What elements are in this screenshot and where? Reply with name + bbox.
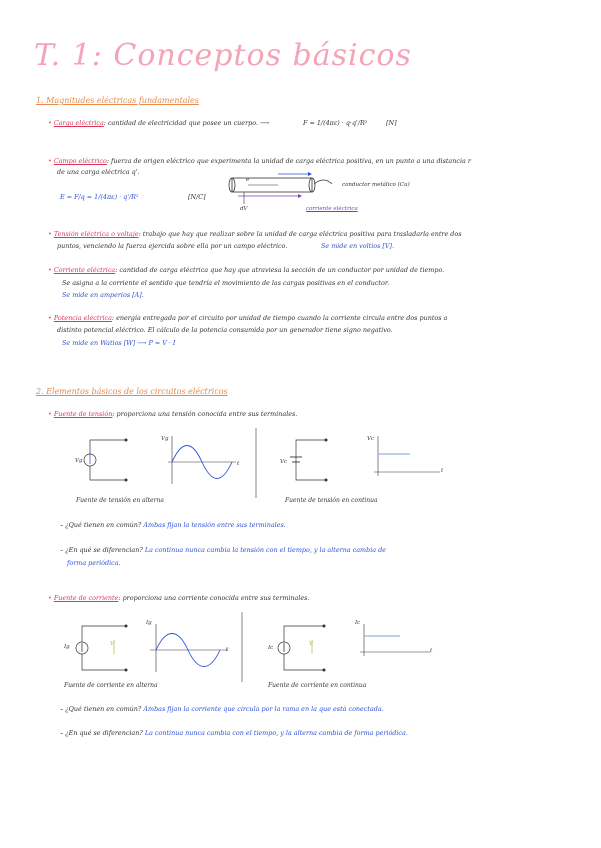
tension-q2 [60,546,386,554]
ac-current-diagram [60,618,250,676]
fuente-tension-key: Fuente de tensión [53,410,113,418]
section1-heading: 1. Magnitudes eléctricas fundamentales [36,96,199,105]
dc-i-t-label: t [430,648,433,654]
ac-i-term-bottom [125,669,128,672]
campo-key: Campo eléctrico [53,157,107,165]
ac-v-term-top [125,439,128,442]
corriente-key: Corriente eléctrica [53,266,116,274]
fuente-corriente-item: • Fuente de corriente: proporciona una corriente conocida entre sus terminales. [48,594,310,602]
tension-unit: Se mide en voltios [V]. [321,242,395,250]
carga-item: • Carga eléctrica: cantidad de electricidad que posee un cuerpo. ⟶ [48,119,270,127]
ac-t-label: t [237,461,240,467]
campo-line1: : fuerza de origen eléctrico que experimenta la unidad de carga eléctrica positiva, en un punto a una distancia r [106,157,471,165]
ac-vg-label: Vg [75,458,83,464]
fuente-tension-text: : proporciona una tensión conocida entre sus terminales. [112,410,298,418]
tension-q2-text: – ¿En qué se diferencian? [60,546,143,554]
fuente-corriente-text: : proporciona una corriente conocida entre sus terminales. [118,594,310,602]
dc-vc-label: Vc [280,459,288,465]
potencia-key: Potencia eléctrica [53,314,112,322]
ac-i-t-label: t [226,647,229,653]
ac-vg-axis-label: Vg [161,436,169,442]
corriente-line1: : cantidad de carga eléctrica que hay que atraviesa la sección de un conductor por unidad de tiempo. [115,266,445,274]
cap-tension-continua: Fuente de tensión en continua [285,497,378,504]
tension-a2a: La continua nunca cambia la tensión con el tiempo, y la alterna cambia de [144,546,386,554]
dc-v-term-top [325,439,328,442]
corriente-unit: Se mide en amperios [A]. [62,291,144,299]
dc-v-wire [296,440,326,480]
tension-key: Tensión eléctrica o voltaje [53,230,139,238]
label-electron: e⁻ [246,177,253,183]
corriente-q1-text: – ¿Qué tienen en común? [60,705,142,713]
ac-i-term-top [125,625,128,628]
ac-v-label: V [110,641,114,647]
corriente-q1 [60,705,384,713]
section2-heading: 2. Elementos básicos de los circuitos eléctricos [36,387,228,396]
tension-a1: Ambas fijan la tensión entre sus terminales. [143,521,286,529]
e-field-arrowhead [308,172,312,176]
label-conductor: conductor metálico (Cu) [342,182,410,188]
divider-i [241,612,244,682]
dc-v-label: V [309,641,313,647]
dc-ic-axis-label: Ic [355,620,361,626]
page-title: T. 1: Conceptos básicos [34,38,412,73]
tension-line1: : trabajo que hay que realizar sobre la unidad de carga eléctrica positiva para trasladarla entre dos [138,230,462,238]
potencia-line1: : energía entregada por el circuito por unidad de tiempo cuando la corriente circula entre dos puntos a [111,314,448,322]
tension-line2: puntos, venciendo la fuerza ejercida sobre ella por un campo eléctrico. [57,242,288,250]
dc-i-term-bottom [323,669,326,672]
ac-v-term-bottom [125,479,128,482]
tension-q1 [60,521,286,529]
tension-a2b: forma periódica. [67,559,121,567]
current-arrowhead [298,194,302,198]
divider-v [255,428,258,498]
corriente-a2: La continua nunca cambia con el tiempo, y la alterna cambia de forma periódica. [144,729,408,737]
carga-text: : cantidad de electricidad que posee un cuerpo. ⟶ [103,119,270,127]
corriente-line2: Se asigna a la corriente el sentido que tendría el movimiento de las cargas positivas en el conductor. [62,279,390,287]
cap-tension-alterna: Fuente de tensión en alterna [76,497,164,504]
campo-item: • Campo eléctrico: fuerza de origen eléctrico que experimenta la unidad de carga eléctrica positiva, en un punto a una distancia r [48,157,471,165]
carga-formula: F = 1/(4πε) · q·q'/R² [303,119,368,127]
corriente-item: • Corriente eléctrica: cantidad de carga eléctrica que hay que atraviesa la sección de un conductor por unidad de tiempo. [48,266,445,274]
dc-i-term-top [323,625,326,628]
cap-corriente-alterna: Fuente de corriente en alterna [64,682,158,689]
ac-i-wire [82,626,126,670]
carga-unit: [N] [386,119,397,127]
campo-formula: E = F/q = 1/(4πε) · q'/R² [60,193,139,201]
corriente-q2-text: – ¿En qué se diferencian? [60,729,143,737]
campo-line2: de una carga eléctrica q'. [57,168,140,176]
dc-current-diagram [262,618,452,676]
cap-corriente-continua: Fuente de corriente en continua [268,682,367,689]
corriente-q2 [60,729,408,737]
tension-item: • Tensión eléctrica o voltaje: trabajo que hay que realizar sobre la unidad de carga eléctrica positiva para trasladarla entre dos [48,230,462,238]
ac-ig-axis-label: Ig [146,620,152,626]
pointer-line [314,180,332,184]
campo-unit: [N/C] [188,193,206,201]
dc-vc-axis-label: Vc [367,436,375,442]
label-dv: dV [240,206,248,212]
label-corriente: corriente eléctrica [306,206,358,212]
carga-key: Carga eléctrica [53,119,104,127]
tension-q1-text: – ¿Qué tienen en común? [60,521,142,529]
corriente-a1: Ambas fijan la corriente que circula por la rama en la que está conectada. [143,705,384,713]
fuente-tension-item: • Fuente de tensión: proporciona una tensión conocida entre sus terminales. [48,410,298,418]
potencia-item: • Potencia eléctrica: energía entregada por el circuito por unidad de tiempo cuando la corriente circula entre dos puntos a [48,314,448,322]
ac-ig-label: Ig [64,644,70,650]
potencia-unit: Se mide en Watios [W] ⟶ P = V · I [62,339,176,347]
fuente-corriente-key: Fuente de corriente [53,594,119,602]
potencia-line2: distinto potencial eléctrico. El cálculo de la potencia consumida por un generador tiene signo negativo. [57,326,393,334]
dc-t-label: t [441,468,444,474]
dc-ic-label: Ic [268,645,274,651]
dc-v-term-bottom [325,479,328,482]
